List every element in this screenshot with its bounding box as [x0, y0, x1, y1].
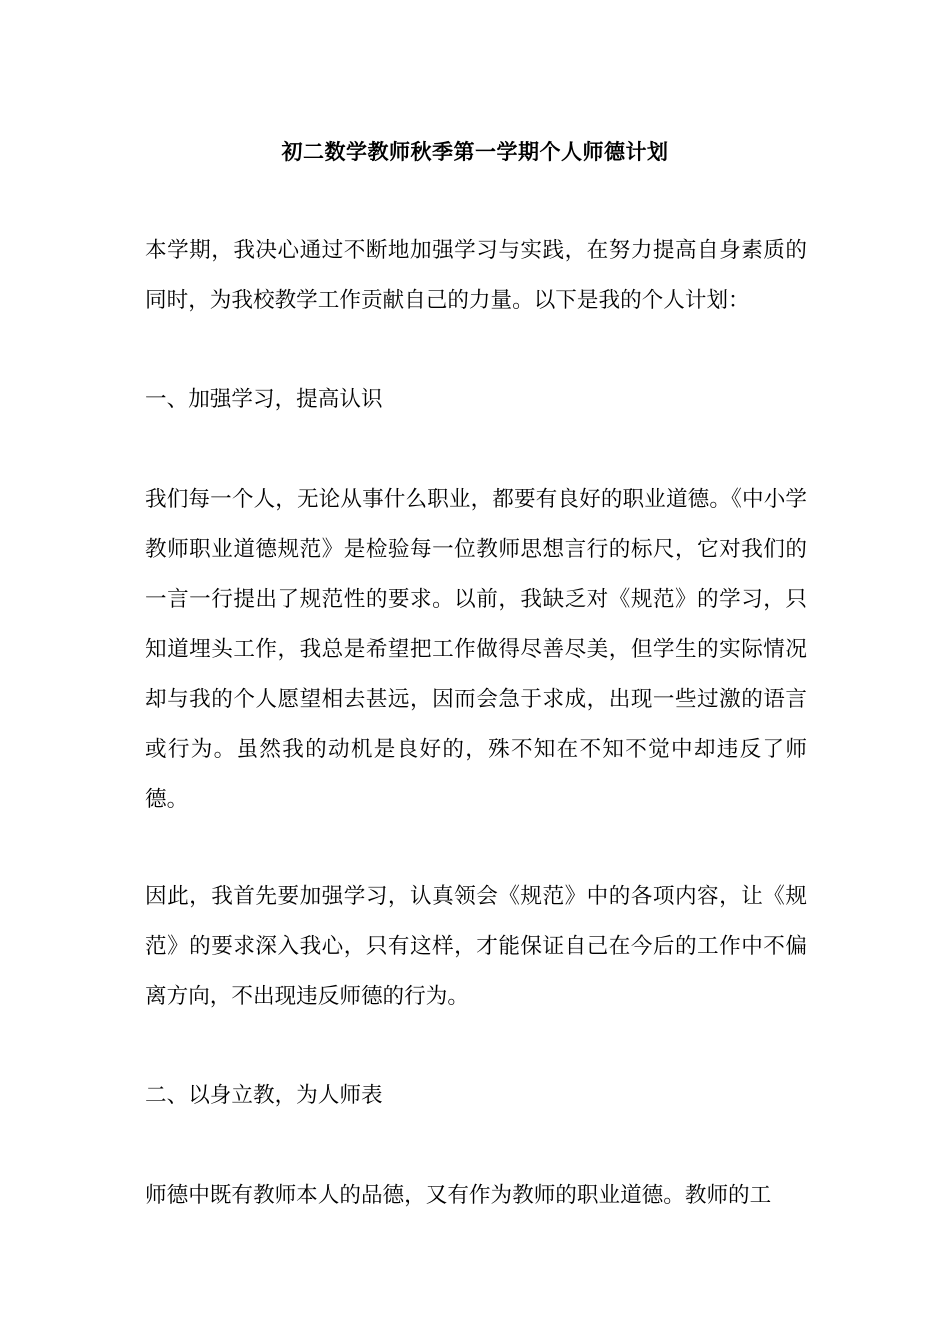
section-heading-2: 二、以身立教，为人师表 — [145, 1083, 383, 1108]
intro-paragraph: 本学期，我决心通过不断地加强学习与实践，在努力提高自身素质的同时，为我校教学工作贡献自己的力量。以下是我的个人计划： — [145, 238, 807, 313]
section1-paragraph-1: 我们每一个人，无论从事什么职业，都要有良好的职业道德。《中小学教师职业道德规范》是检验每一位教师思想言行的标尺，它对我们的一言一行提出了规范性的要求。以前，我缺乏对《规范》的学习，只知道埋头工作，我总是希望把工作做得尽善尽美，但学生的实际情况却与我的个人愿望相去甚远，因而会急于求成，出现一些过激的语言或行为。虽然我的动机是良好的，殊不知在不知不觉中却违反了师德。 — [145, 487, 807, 812]
section-heading-1: 一、加强学习，提高认识 — [145, 387, 383, 412]
section1-paragraph-2: 因此，我首先要加强学习，认真领会《规范》中的各项内容，让《规范》的要求深入我心，只有这样，才能保证自己在今后的工作中不偏离方向，不出现违反师德的行为。 — [145, 884, 807, 1009]
document-title: 初二数学教师秋季第一学期个人师德计划 — [281, 139, 669, 164]
section2-paragraph-1: 师德中既有教师本人的品德，又有作为教师的职业道德。教师的工 — [145, 1183, 772, 1208]
